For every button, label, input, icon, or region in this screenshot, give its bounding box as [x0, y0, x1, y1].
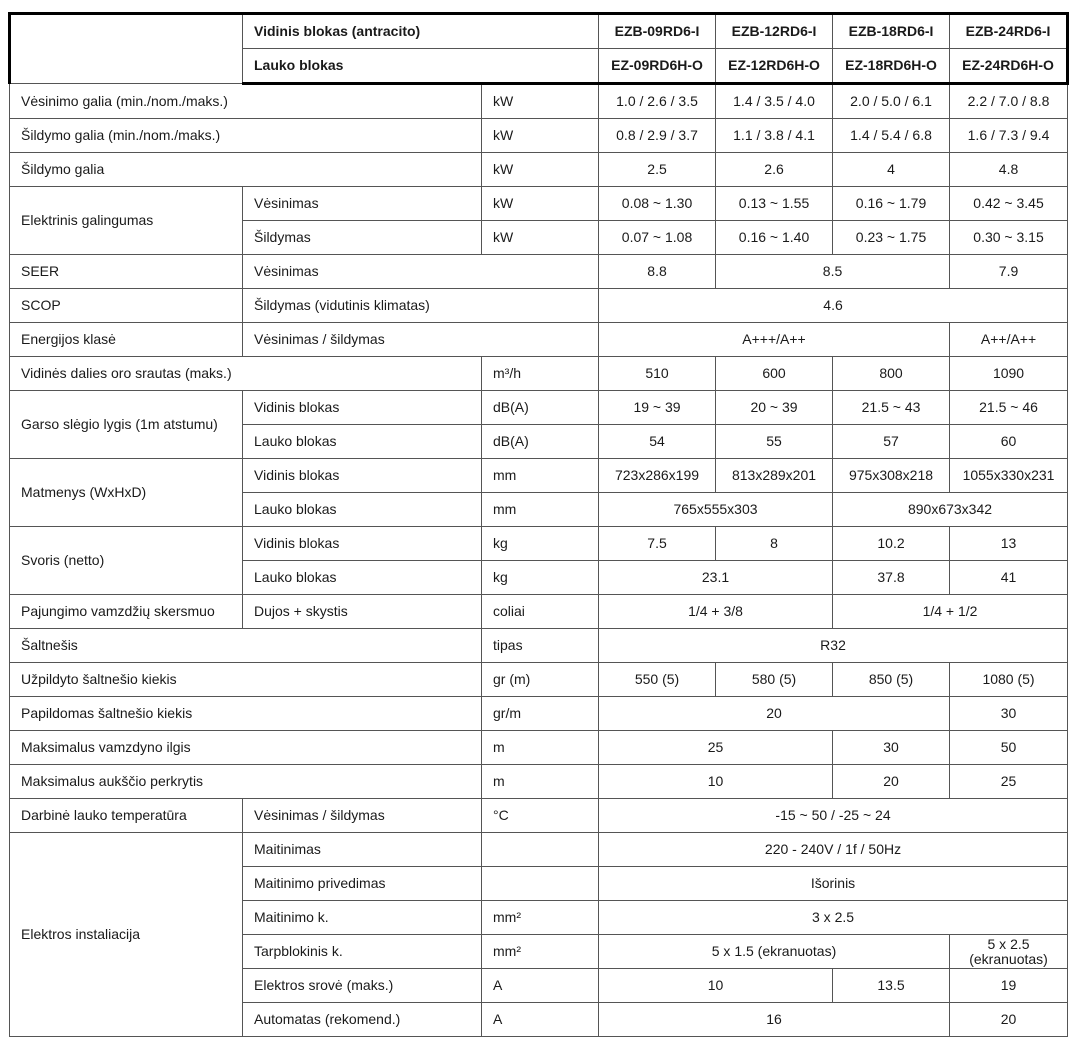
value-cell: 8.8 — [599, 255, 716, 289]
value-cell: 0.16 ~ 1.79 — [833, 187, 950, 221]
value-cell: 1.0 / 2.6 / 3.5 — [599, 84, 716, 119]
value-cell: 30 — [833, 731, 950, 765]
unit-cell: kW — [482, 153, 599, 187]
value-cell: 0.42 ~ 3.45 — [950, 187, 1068, 221]
sub-parameter: Lauko blokas — [243, 561, 482, 595]
value-cell: Išorinis — [599, 867, 1068, 901]
indoor-unit-row — [10, 14, 1068, 49]
parameter-name: Garso slėgio lygis (1m atstumu) — [10, 391, 243, 459]
value-cell: 25 — [950, 765, 1068, 799]
value-cell: 55 — [716, 425, 833, 459]
value-cell: 2.2 / 7.0 / 8.8 — [950, 84, 1068, 119]
value-cell: 723x286x199 — [599, 459, 716, 493]
unit-cell — [482, 833, 599, 867]
parameter-name: Energijos klasė — [10, 323, 243, 357]
value-cell: 5 x 1.5 (ekranuotas) — [599, 935, 950, 969]
unit-cell: A — [482, 969, 599, 1003]
parameter-name: Elektrinis galingumas — [10, 187, 243, 255]
unit-cell — [482, 867, 599, 901]
value-cell: 1/4 + 1/2 — [833, 595, 1068, 629]
header-blank-cell — [10, 14, 243, 84]
value-cell: 5 x 2.5 (ekranuotas) — [950, 935, 1068, 969]
spec-row — [10, 357, 1068, 391]
sub-parameter: Automatas (rekomend.) — [243, 1003, 482, 1037]
sub-parameter: Elektros srovė (maks.) — [243, 969, 482, 1003]
sub-parameter: Maitinimo privedimas — [243, 867, 482, 901]
value-cell: 21.5 ~ 46 — [950, 391, 1068, 425]
value-cell: A++/A++ — [950, 323, 1068, 357]
value-cell: 765x555x303 — [599, 493, 833, 527]
spec-row — [10, 663, 1068, 697]
value-cell: 20 — [950, 1003, 1068, 1037]
indoor-model-3: EZB-18RD6-I — [833, 14, 950, 49]
value-cell: 550 (5) — [599, 663, 716, 697]
sub-parameter: Maitinimo k. — [243, 901, 482, 935]
value-cell: 0.08 ~ 1.30 — [599, 187, 716, 221]
value-cell: 1055x330x231 — [950, 459, 1068, 493]
spec-row — [10, 323, 1068, 357]
spec-row — [10, 84, 1068, 119]
unit-cell: °C — [482, 799, 599, 833]
spec-row — [10, 731, 1068, 765]
spec-row — [10, 459, 1068, 493]
unit-cell: dB(A) — [482, 425, 599, 459]
sub-parameter: Šildymas — [243, 221, 482, 255]
outdoor-model-1: EZ-09RD6H-O — [599, 49, 716, 84]
sub-parameter: Vėsinimas / šildymas — [243, 323, 599, 357]
indoor-model-4: EZB-24RD6-I — [950, 14, 1068, 49]
value-cell: 600 — [716, 357, 833, 391]
value-cell: 0.13 ~ 1.55 — [716, 187, 833, 221]
value-cell: 2.0 / 5.0 / 6.1 — [833, 84, 950, 119]
value-cell: 19 ~ 39 — [599, 391, 716, 425]
value-cell: 0.16 ~ 1.40 — [716, 221, 833, 255]
unit-cell: kg — [482, 561, 599, 595]
parameter-name: Šildymo galia (min./nom./maks.) — [10, 119, 482, 153]
unit-cell: kW — [482, 187, 599, 221]
model-header — [10, 14, 1068, 84]
value-cell: 20 — [833, 765, 950, 799]
parameter-name: Šildymo galia — [10, 153, 482, 187]
unit-cell: dB(A) — [482, 391, 599, 425]
sub-parameter: Lauko blokas — [243, 493, 482, 527]
sub-parameter: Vidinis blokas — [243, 527, 482, 561]
sub-parameter: Šildymas (vidutinis klimatas) — [243, 289, 599, 323]
spec-row — [10, 391, 1068, 425]
parameter-name: Šaltnešis — [10, 629, 482, 663]
parameter-name: Papildomas šaltnešio kiekis — [10, 697, 482, 731]
value-cell: 60 — [950, 425, 1068, 459]
sub-parameter: Vėsinimas / šildymas — [243, 799, 482, 833]
value-cell: 13.5 — [833, 969, 950, 1003]
spec-row — [10, 833, 1068, 867]
parameter-name: SEER — [10, 255, 243, 289]
sub-parameter: Tarpblokinis k. — [243, 935, 482, 969]
value-cell: 10 — [599, 969, 833, 1003]
unit-cell: A — [482, 1003, 599, 1037]
value-cell: 813x289x201 — [716, 459, 833, 493]
value-cell: 21.5 ~ 43 — [833, 391, 950, 425]
unit-cell: kW — [482, 221, 599, 255]
unit-cell: kW — [482, 119, 599, 153]
value-cell: 3 x 2.5 — [599, 901, 1068, 935]
sub-parameter: Vidinis blokas — [243, 391, 482, 425]
unit-cell: m — [482, 731, 599, 765]
value-cell: 1.4 / 5.4 / 6.8 — [833, 119, 950, 153]
unit-cell: kg — [482, 527, 599, 561]
spec-row — [10, 187, 1068, 221]
parameter-name: Elektros instaliacija — [10, 833, 243, 1037]
value-cell: 510 — [599, 357, 716, 391]
unit-cell: tipas — [482, 629, 599, 663]
value-cell: 4.6 — [599, 289, 1068, 323]
spec-row — [10, 629, 1068, 663]
indoor-model-2: EZB-12RD6-I — [716, 14, 833, 49]
value-cell: 13 — [950, 527, 1068, 561]
value-cell: 975x308x218 — [833, 459, 950, 493]
specifications-table — [8, 12, 1069, 1037]
value-cell: -15 ~ 50 / -25 ~ 24 — [599, 799, 1068, 833]
sub-parameter: Vėsinimas — [243, 255, 599, 289]
spec-row — [10, 697, 1068, 731]
value-cell: 850 (5) — [833, 663, 950, 697]
unit-cell: mm — [482, 459, 599, 493]
value-cell: 0.23 ~ 1.75 — [833, 221, 950, 255]
outdoor-model-4: EZ-24RD6H-O — [950, 49, 1068, 84]
parameter-name: Darbinė lauko temperatūra — [10, 799, 243, 833]
spec-row — [10, 255, 1068, 289]
value-cell: 0.30 ~ 3.15 — [950, 221, 1068, 255]
outdoor-model-3: EZ-18RD6H-O — [833, 49, 950, 84]
value-cell: 580 (5) — [716, 663, 833, 697]
value-cell: 7.5 — [599, 527, 716, 561]
unit-cell: kW — [482, 84, 599, 119]
value-cell: 4.8 — [950, 153, 1068, 187]
value-cell: 23.1 — [599, 561, 833, 595]
value-cell: 10 — [599, 765, 833, 799]
value-cell: 2.6 — [716, 153, 833, 187]
value-cell: 16 — [599, 1003, 950, 1037]
parameter-name: Maksimalus aukščio perkrytis — [10, 765, 482, 799]
value-cell: 57 — [833, 425, 950, 459]
value-cell: 54 — [599, 425, 716, 459]
unit-cell: gr (m) — [482, 663, 599, 697]
sub-parameter: Vidinis blokas — [243, 459, 482, 493]
value-cell: 220 - 240V / 1f / 50Hz — [599, 833, 1068, 867]
value-cell: 1/4 + 3/8 — [599, 595, 833, 629]
spec-row — [10, 527, 1068, 561]
parameter-name: Pajungimo vamzdžių skersmuo — [10, 595, 243, 629]
value-cell: 890x673x342 — [833, 493, 1068, 527]
value-cell: 41 — [950, 561, 1068, 595]
value-cell: 7.9 — [950, 255, 1068, 289]
value-cell: 19 — [950, 969, 1068, 1003]
value-cell: 1090 — [950, 357, 1068, 391]
value-cell: 0.07 ~ 1.08 — [599, 221, 716, 255]
value-cell: 10.2 — [833, 527, 950, 561]
parameter-name: Matmenys (WxHxD) — [10, 459, 243, 527]
value-cell: 1.6 / 7.3 / 9.4 — [950, 119, 1068, 153]
parameter-name: Vidinės dalies oro srautas (maks.) — [10, 357, 482, 391]
outdoor-unit-label: Lauko blokas — [243, 49, 599, 84]
value-cell: 37.8 — [833, 561, 950, 595]
spec-row — [10, 799, 1068, 833]
value-cell: 30 — [950, 697, 1068, 731]
parameter-name: SCOP — [10, 289, 243, 323]
value-cell: R32 — [599, 629, 1068, 663]
unit-cell: mm² — [482, 935, 599, 969]
value-cell: 8.5 — [716, 255, 950, 289]
outdoor-model-2: EZ-12RD6H-O — [716, 49, 833, 84]
sub-parameter: Lauko blokas — [243, 425, 482, 459]
parameter-name: Užpildyto šaltnešio kiekis — [10, 663, 482, 697]
value-cell: 20 ~ 39 — [716, 391, 833, 425]
value-cell: 1.1 / 3.8 / 4.1 — [716, 119, 833, 153]
value-cell: A+++/A++ — [599, 323, 950, 357]
unit-cell: mm² — [482, 901, 599, 935]
value-cell: 50 — [950, 731, 1068, 765]
spec-row — [10, 765, 1068, 799]
spec-row — [10, 289, 1068, 323]
spec-row — [10, 119, 1068, 153]
indoor-unit-label: Vidinis blokas (antracito) — [243, 14, 599, 49]
parameter-name: Vėsinimo galia (min./nom./maks.) — [10, 84, 482, 119]
parameter-name: Maksimalus vamzdyno ilgis — [10, 731, 482, 765]
sub-parameter: Maitinimas — [243, 833, 482, 867]
unit-cell: coliai — [482, 595, 599, 629]
value-cell: 0.8 / 2.9 / 3.7 — [599, 119, 716, 153]
unit-cell: m — [482, 765, 599, 799]
sub-parameter: Vėsinimas — [243, 187, 482, 221]
parameter-name: Svoris (netto) — [10, 527, 243, 595]
value-cell: 20 — [599, 697, 950, 731]
value-cell: 1080 (5) — [950, 663, 1068, 697]
value-cell: 800 — [833, 357, 950, 391]
spec-row — [10, 153, 1068, 187]
sub-parameter: Dujos + skystis — [243, 595, 482, 629]
value-cell: 2.5 — [599, 153, 716, 187]
unit-cell: m³/h — [482, 357, 599, 391]
value-cell: 25 — [599, 731, 833, 765]
indoor-model-1: EZB-09RD6-I — [599, 14, 716, 49]
unit-cell: mm — [482, 493, 599, 527]
value-cell: 8 — [716, 527, 833, 561]
value-cell: 4 — [833, 153, 950, 187]
value-cell: 1.4 / 3.5 / 4.0 — [716, 84, 833, 119]
specifications-body — [10, 84, 1068, 1037]
unit-cell: gr/m — [482, 697, 599, 731]
spec-row — [10, 595, 1068, 629]
